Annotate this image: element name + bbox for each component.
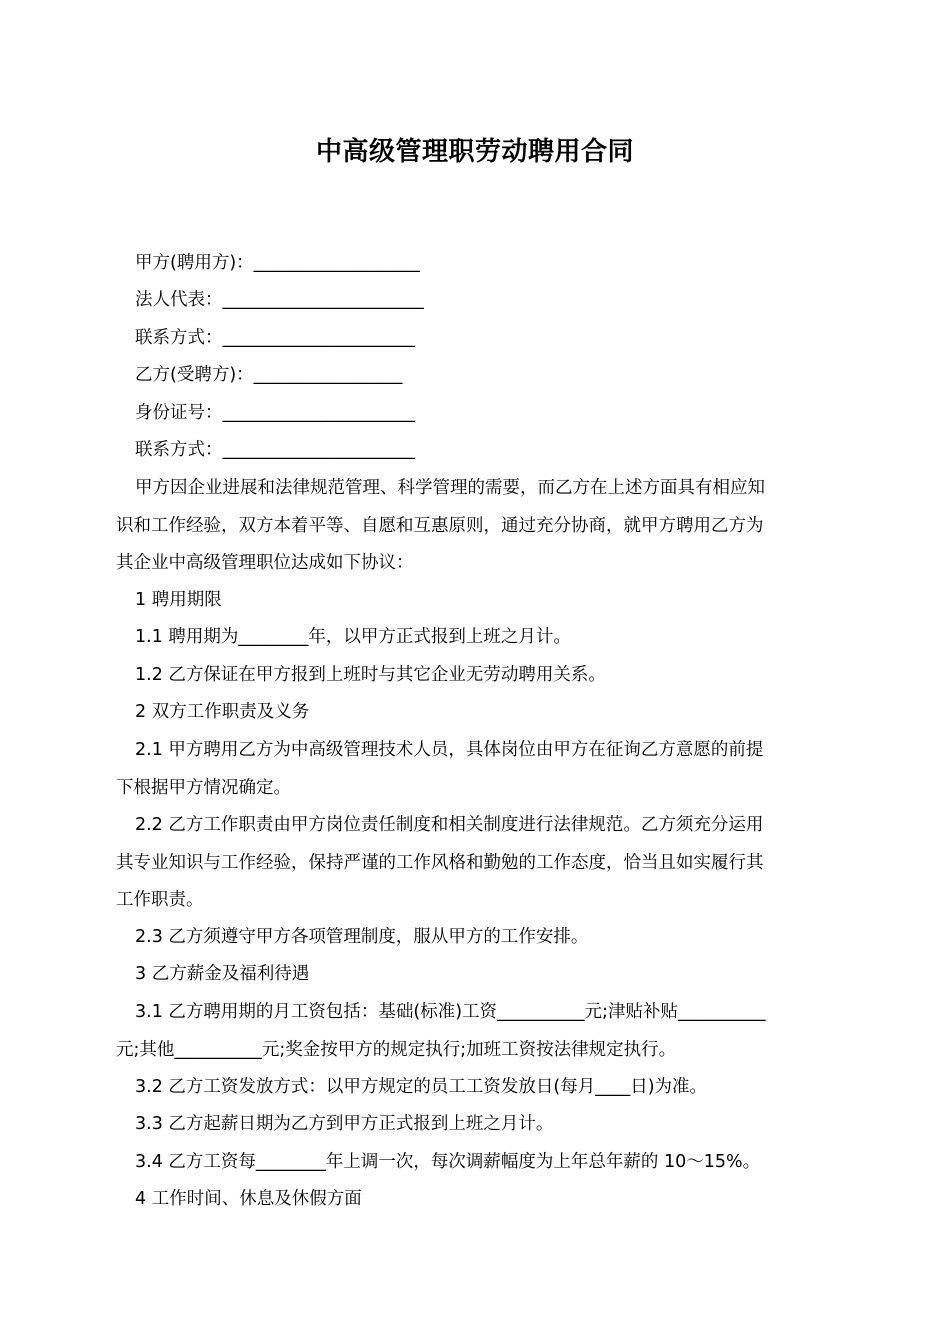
section-3-heading: 3 乙方薪金及福利待遇 [135, 964, 310, 984]
clause-3-2: 3.2 乙方工资发放方式：以甲方规定的员工工资发放日(每月____日)为准。 [135, 1077, 708, 1097]
party-a-contact-field: 联系方式：______________________ [135, 328, 415, 348]
clause-1-1: 1.1 聘用期为________年，以甲方正式报到上班之月计。 [135, 627, 571, 647]
clause-1-2: 1.2 乙方保证在甲方报到上班时与其它企业无劳动聘用关系。 [135, 665, 606, 685]
clause-3-1 [116, 994, 836, 1069]
clause-line: 工作职责。 [116, 890, 204, 910]
section-4-heading: 4 工作时间、休息及休假方面 [135, 1189, 362, 1209]
clause-line: 下根据甲方情况确定。 [116, 777, 291, 798]
preamble-line: 其企业中高级管理职位达成如下协议： [116, 553, 414, 573]
party-a-field: 甲方(聘用方)：___________________ [135, 253, 420, 273]
clause-line: 2.1 甲方聘用乙方为中高级管理技术人员，具体岗位由甲方在征询乙方意愿的前提 [135, 740, 764, 760]
section-2-heading: 2 双方工作职责及义务 [135, 702, 310, 722]
clause-3-3: 3.3 乙方起薪日期为乙方到甲方正式报到上班之月计。 [135, 1114, 554, 1134]
clause-line: 3.1 乙方聘用期的月工资包括：基础(标准)工资__________元;津贴补贴__________ [135, 1002, 766, 1022]
preamble-line: 识和工作经验，双方本着平等、自愿和互惠原则，通过充分协商，就甲方聘用乙方为 [116, 515, 764, 536]
clause-line: 2.2 乙方工作职责由甲方岗位责任制度和相关制度进行法律规范。乙方须充分运用 [135, 815, 764, 835]
clause-2-2 [116, 807, 836, 920]
preamble-paragraph [116, 470, 836, 583]
party-b-field: 乙方(受聘方)：_________________ [135, 365, 403, 385]
clause-line: 其专业知识与工作经验，保持严谨的工作风格和勤勉的工作态度，恰当且如实履行其 [116, 852, 764, 873]
legal-representative-field: 法人代表：_______________________ [135, 290, 424, 310]
clause-2-1 [116, 732, 836, 807]
clause-3-4: 3.4 乙方工资每________年上调一次，每次调薪幅度为上年总年薪的 10～15%。 [135, 1152, 761, 1172]
preamble-line: 甲方因企业进展和法律规范管理、科学管理的需要，而乙方在上述方面具有相应知 [135, 478, 765, 498]
id-number-field: 身份证号：______________________ [135, 403, 415, 423]
clause-line: 元;其他__________元;奖金按甲方的规定执行;加班工资按法律规定执行。 [116, 1039, 677, 1060]
section-1-heading: 1 聘用期限 [135, 590, 222, 610]
document-title: 中高级管理职劳动聘用合同 [315, 137, 634, 167]
party-b-contact-field: 联系方式：______________________ [135, 440, 415, 460]
clause-2-3: 2.3 乙方须遵守甲方各项管理制度，服从甲方的工作安排。 [135, 927, 589, 947]
